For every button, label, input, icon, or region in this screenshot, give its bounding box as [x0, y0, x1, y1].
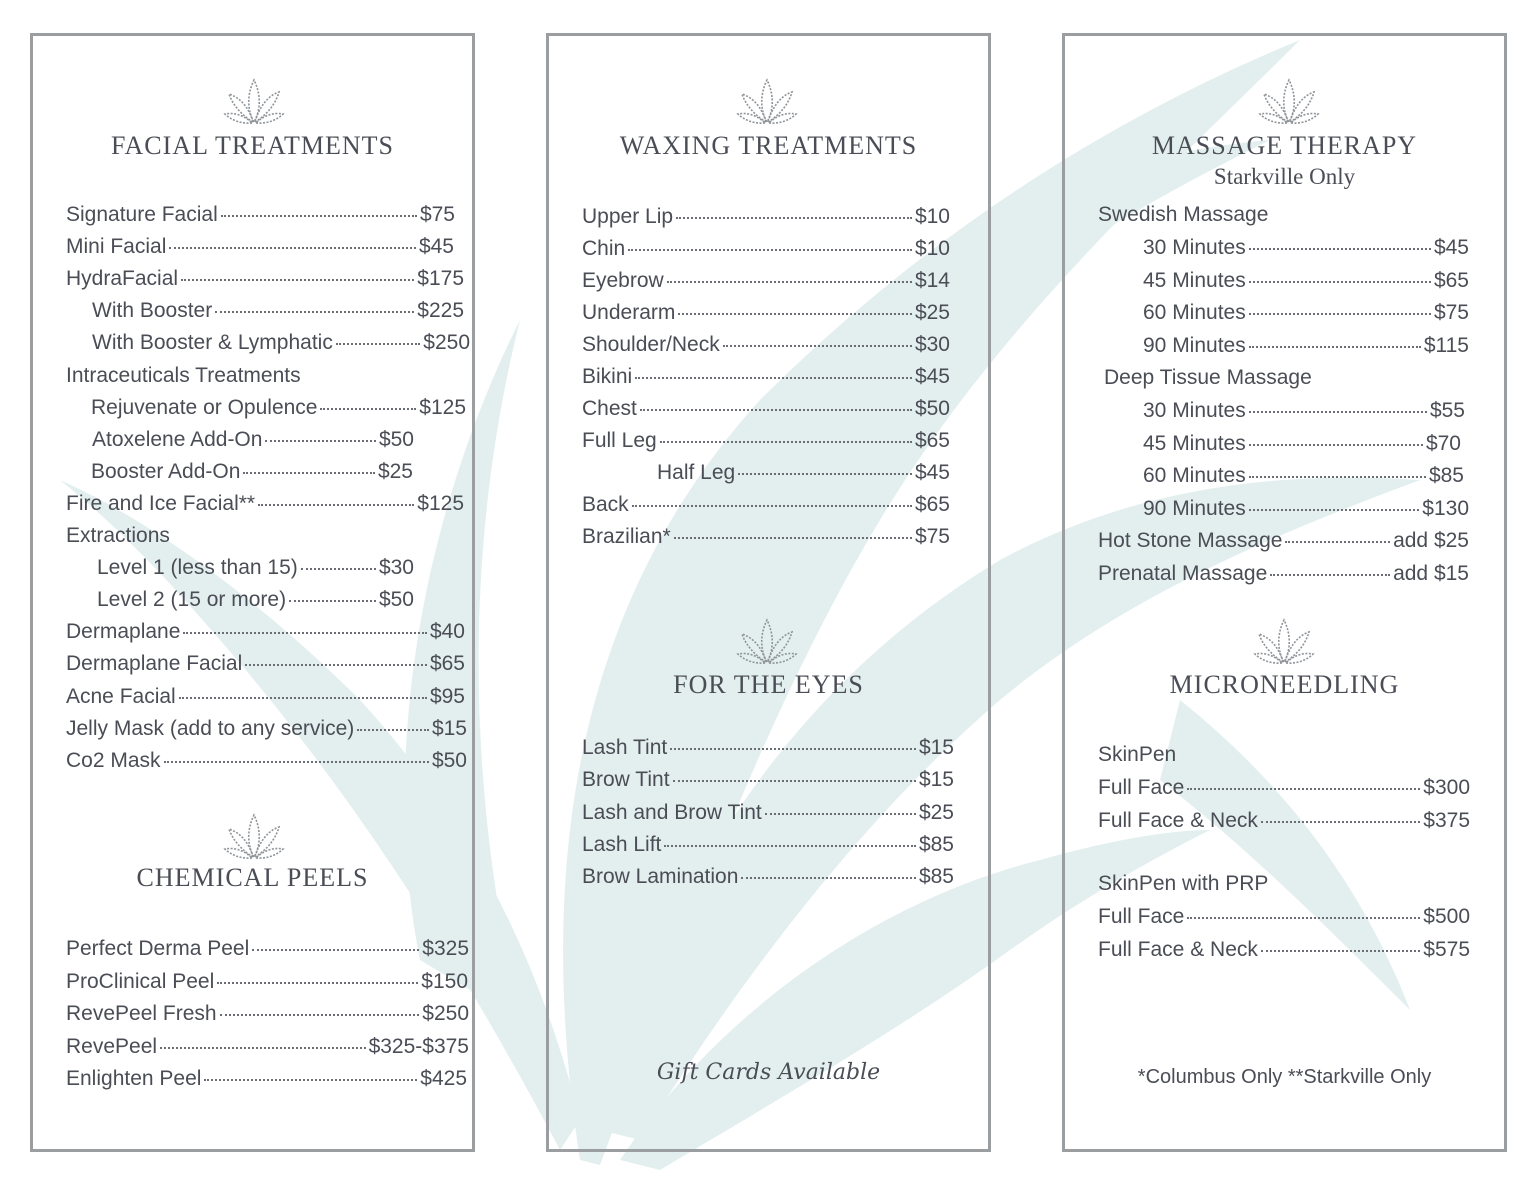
dot-leader [667, 281, 912, 283]
deep-tissue-item [1143, 399, 1465, 427]
item-price: $15 [918, 736, 954, 759]
facial-item [92, 428, 414, 456]
dot-leader [670, 748, 916, 750]
eyes-item [582, 768, 954, 796]
dot-leader [243, 472, 375, 474]
item-label: Brow Tint [582, 768, 670, 792]
waxing-item [582, 333, 950, 361]
swedish-item [1143, 301, 1469, 329]
item-price: $125 [419, 395, 466, 419]
item-price: $250 [422, 1002, 469, 1025]
dot-leader [221, 215, 417, 217]
waxing-item [582, 493, 950, 521]
waxing-item [582, 237, 950, 265]
item-price: $225 [417, 299, 464, 323]
item-label: 45 Minutes [1143, 431, 1246, 455]
dot-leader [164, 761, 429, 763]
item-label: Brow Lamination [582, 865, 739, 889]
item-price: $375 [1423, 808, 1470, 832]
item-price: $10 [914, 205, 950, 228]
dot-leader [1249, 248, 1431, 250]
item-label: Jelly Mask (add to any service) [66, 716, 355, 740]
item-label: Level 1 (less than 15) [97, 556, 298, 580]
dot-leader [738, 473, 912, 475]
item-label: Full Face & Neck [1098, 808, 1258, 832]
item-price: $25 [377, 459, 413, 483]
item-price: $75 [1433, 301, 1469, 324]
item-label: Acne Facial [66, 684, 176, 708]
item-price: $45 [914, 365, 950, 388]
item-label: Lash Tint [582, 736, 668, 759]
item-price: $85 [918, 865, 954, 889]
dot-leader [204, 1079, 417, 1081]
item-price: $65 [914, 429, 950, 452]
item-label: Bikini [582, 365, 633, 388]
dot-leader [1261, 821, 1420, 823]
item-label: Enlighten Peel [66, 1067, 202, 1090]
eyes-item [582, 736, 954, 764]
section-label: Extractions [66, 524, 170, 547]
dot-leader [1270, 574, 1390, 576]
item-price: $25 [914, 301, 950, 324]
dot-leader [660, 441, 912, 443]
item-price: $325-$375 [368, 1034, 469, 1058]
waxing-item [582, 525, 950, 553]
dot-leader [181, 279, 414, 281]
dot-leader [220, 1014, 420, 1016]
skinpen-item [1098, 809, 1470, 837]
item-price: $300 [1423, 776, 1470, 799]
deep-tissue-item [1143, 497, 1469, 525]
leaf-icon [1258, 76, 1320, 126]
facial-item [66, 717, 467, 745]
item-price: $65 [1433, 268, 1469, 292]
item-price: $425 [420, 1067, 467, 1090]
item-label: Shoulder/Neck [582, 333, 720, 356]
section-label: Intraceuticals Treatments [66, 363, 301, 387]
item-price: $85 [918, 832, 954, 856]
dot-leader [1285, 541, 1390, 543]
item-price: $14 [914, 269, 950, 292]
dot-leader [635, 377, 912, 379]
waxing-item [657, 461, 950, 489]
item-label: ProClinical Peel [66, 969, 215, 993]
skinpen-item [1098, 776, 1470, 804]
dot-leader [1249, 411, 1427, 413]
dot-leader [640, 409, 912, 411]
item-price: $125 [417, 491, 464, 515]
massage-panel [1062, 33, 1507, 1152]
waxing-item [582, 269, 950, 297]
deep-tissue-item [1143, 464, 1464, 492]
item-price: $175 [417, 267, 464, 291]
dot-leader [1187, 788, 1420, 790]
item-label: Perfect Derma Peel [66, 937, 250, 960]
peel-item [66, 1035, 469, 1063]
massage-extra [1098, 562, 1469, 590]
waxing-item [582, 301, 950, 329]
facial-item [66, 749, 467, 777]
facial-panel [30, 33, 475, 1152]
item-label: Rejuvenate or Opulence [91, 395, 318, 419]
facial-item [66, 492, 464, 520]
dot-leader [1249, 346, 1421, 348]
dot-leader [1249, 313, 1431, 315]
dot-leader [252, 949, 419, 951]
facial-item [97, 588, 414, 616]
skinpen-prp-label: SkinPen with PRP [1098, 872, 1269, 895]
skinpen-label: SkinPen [1098, 743, 1177, 766]
item-price: $50 [431, 748, 467, 772]
item-label: Full Face [1098, 776, 1185, 799]
item-price: $75 [914, 525, 950, 548]
item-label: Underarm [582, 301, 676, 324]
dot-leader [632, 505, 912, 507]
item-label: 45 Minutes [1143, 268, 1246, 292]
dot-leader [215, 311, 414, 313]
leaf-icon [223, 76, 285, 126]
facial-item [66, 267, 464, 295]
deep-tissue-item [1143, 432, 1461, 460]
item-price: $40 [429, 620, 465, 644]
item-label: Booster Add-On [91, 459, 241, 483]
peel-item [66, 1002, 469, 1030]
facial-item [66, 685, 465, 713]
skinpen-prp-item [1098, 905, 1470, 933]
dot-leader [289, 600, 376, 602]
item-price: $85 [1428, 464, 1464, 487]
facial-item [66, 235, 454, 263]
dot-leader [320, 408, 416, 410]
swedish-item [1143, 334, 1469, 362]
item-price: $65 [429, 652, 465, 676]
facial-item [66, 620, 465, 648]
dot-leader [1261, 950, 1420, 952]
dot-leader [628, 249, 912, 251]
item-label: Mini Facial [66, 235, 167, 259]
item-price: $75 [419, 203, 455, 226]
facial-item [91, 396, 466, 424]
dot-leader [169, 247, 416, 249]
facial-item [92, 299, 464, 327]
item-price: $575 [1423, 938, 1470, 961]
dot-leader [245, 664, 427, 666]
dot-leader [674, 537, 912, 539]
peel-item [66, 970, 468, 998]
dot-leader [673, 780, 916, 782]
item-price: $250 [423, 331, 470, 355]
item-label: Prenatal Massage [1098, 561, 1268, 585]
item-price: $45 [418, 235, 454, 259]
item-label: Fire and Ice Facial** [66, 491, 256, 515]
item-label: 30 Minutes [1143, 399, 1246, 422]
dot-leader [741, 877, 916, 879]
massage-title: MASSAGE THERAPY [1151, 131, 1418, 160]
dot-leader [1249, 444, 1423, 446]
dot-leader [357, 729, 429, 731]
facial-item [91, 460, 413, 488]
item-label: Brazilian* [582, 525, 671, 548]
item-label: Dermaplane [66, 620, 181, 644]
leaf-icon [736, 616, 798, 666]
dot-leader [1249, 281, 1431, 283]
item-label: RevePeel Fresh [66, 1002, 217, 1025]
leaf-icon [223, 811, 285, 861]
item-price: $55 [1429, 399, 1465, 422]
dot-leader [258, 504, 414, 506]
waxing-item [582, 205, 950, 233]
item-price: $30 [378, 556, 414, 580]
item-label: Half Leg [657, 461, 736, 484]
item-price: $15 [918, 768, 954, 792]
item-label: Hot Stone Massage [1098, 529, 1283, 552]
item-price: $325 [422, 937, 469, 960]
swedish-label: Swedish Massage [1098, 203, 1269, 226]
item-label: Full Leg [582, 429, 657, 452]
item-price: $15 [431, 716, 467, 740]
item-label: With Booster [92, 299, 213, 323]
item-label: 60 Minutes [1143, 464, 1246, 487]
eyes-item [582, 833, 954, 861]
eyes-item [582, 801, 954, 829]
item-label: 90 Minutes [1143, 496, 1246, 520]
item-label: HydraFacial [66, 267, 179, 291]
dot-leader [301, 568, 376, 570]
dot-leader [160, 1047, 366, 1049]
swedish-item [1143, 269, 1469, 297]
item-label: Co2 Mask [66, 748, 161, 772]
massage-extra [1098, 529, 1469, 557]
item-label: Level 2 (15 or more) [97, 588, 287, 612]
dot-leader [265, 440, 376, 442]
item-price: $70 [1425, 431, 1461, 455]
dot-leader [336, 343, 420, 345]
swedish-item [1143, 236, 1469, 264]
item-label: RevePeel [66, 1034, 158, 1058]
item-label: Signature Facial [66, 203, 218, 226]
item-label: Chest [582, 397, 637, 420]
facial-item [66, 652, 465, 680]
dot-leader [765, 813, 916, 815]
eyes-item [582, 865, 954, 893]
leaf-icon [1253, 616, 1315, 666]
dot-leader [1249, 509, 1420, 511]
leaf-icon [736, 76, 798, 126]
item-label: Lash and Brow Tint [582, 800, 762, 824]
item-price: $30 [914, 333, 950, 356]
item-label: Full Face & Neck [1098, 938, 1258, 961]
item-price: $45 [1433, 236, 1469, 259]
dot-leader [664, 845, 916, 847]
facial-title: FACIAL TREATMENTS [110, 131, 395, 160]
massage-subtitle: Starkville Only [1213, 164, 1356, 189]
location-footnote: *Columbus Only **Starkville Only [1137, 1066, 1432, 1088]
item-price: $50 [378, 427, 414, 451]
eyes-title: FOR THE EYES [673, 670, 864, 699]
item-price: $130 [1422, 496, 1469, 520]
item-price: $115 [1423, 333, 1469, 357]
item-price: $10 [914, 237, 950, 260]
deep-tissue-label: Deep Tissue Massage [1104, 366, 1312, 389]
item-price: $45 [914, 461, 950, 484]
dot-leader [217, 982, 418, 984]
dot-leader [179, 697, 427, 699]
item-label: 90 Minutes [1143, 333, 1246, 357]
item-label: Dermaplane Facial [66, 652, 243, 676]
peel-item [66, 937, 469, 965]
item-price: $500 [1423, 905, 1470, 928]
item-label: Upper Lip [582, 205, 674, 228]
dot-leader [1187, 917, 1420, 919]
waxing-title: WAXING TREATMENTS [619, 131, 918, 160]
item-label: Atoxelene Add-On [92, 427, 263, 451]
dot-leader [723, 345, 912, 347]
dot-leader [676, 217, 912, 219]
dot-leader [1249, 476, 1426, 478]
peel-item [66, 1067, 467, 1095]
waxing-item [582, 397, 950, 425]
item-label: Back [582, 493, 629, 516]
gift-cards-note: Gift Cards Available [656, 1060, 881, 1085]
item-price: $50 [378, 588, 414, 612]
item-price: $150 [421, 969, 468, 993]
item-price: $25 [918, 800, 954, 824]
item-label: Eyebrow [582, 269, 664, 292]
item-price: $65 [914, 493, 950, 516]
item-price: $95 [429, 684, 465, 708]
peels-title: CHEMICAL PEELS [136, 863, 369, 892]
item-label: Chin [582, 237, 626, 260]
item-label: Lash Lift [582, 832, 662, 856]
facial-item [97, 556, 414, 584]
facial-item [66, 203, 455, 231]
item-label: 30 Minutes [1143, 236, 1246, 259]
waxing-item [582, 429, 950, 457]
item-price: add $15 [1393, 561, 1469, 585]
item-label: With Booster & Lymphatic [92, 331, 333, 355]
dot-leader [183, 632, 427, 634]
item-price: $50 [914, 397, 950, 420]
facial-item [92, 331, 470, 359]
skinpen-prp-item [1098, 938, 1470, 966]
waxing-panel [546, 33, 991, 1152]
item-label: Full Face [1098, 905, 1185, 928]
waxing-item [582, 365, 950, 393]
item-label: 60 Minutes [1143, 301, 1246, 324]
dot-leader [678, 313, 912, 315]
item-price: add $25 [1393, 529, 1469, 552]
micro-title: MICRONEEDLING [1169, 670, 1400, 699]
